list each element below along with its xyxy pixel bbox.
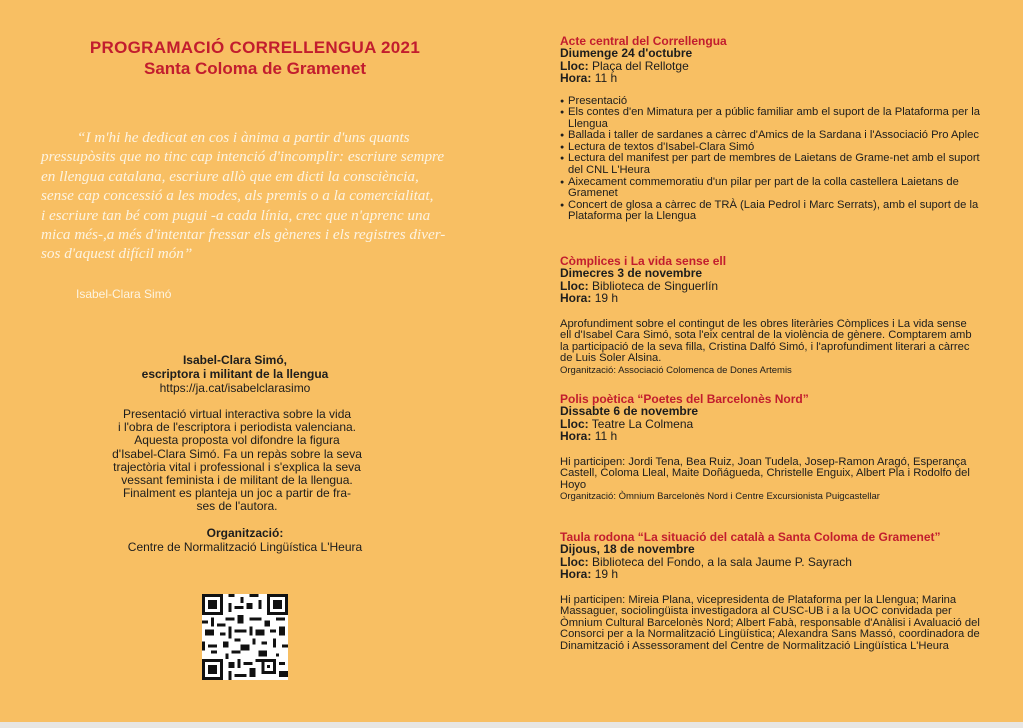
event-time: Hora: 19 h xyxy=(560,567,619,581)
event-polis-poetica xyxy=(560,393,980,502)
presentation-text xyxy=(62,408,412,514)
bio-link[interactable]: https://ja.cat/isabelclarasimo xyxy=(159,381,311,395)
event-organization: Organització: Òmnium Barcelonès Nord i Centre Excursionista Puigcastellar xyxy=(560,491,880,503)
event-date: Diumenge 24 d'octubre xyxy=(560,46,693,60)
organization-label: Organització: xyxy=(206,526,284,540)
event-place: Lloc: Biblioteca del Fondo, a la sala Jaume P. Sayrach xyxy=(560,554,852,569)
list-item: ● Presentació xyxy=(560,96,980,108)
program-subtitle: Santa Coloma de Gramenet xyxy=(143,59,366,78)
presentation-line: d'Isabel-Clara Simó. Fa un repàs sobre la seva xyxy=(112,446,362,461)
quote-line: i escriure tan bé com pugui -a cada línia, crec que n'aprenc una xyxy=(41,206,431,224)
event-place: Lloc: Biblioteca de Singuerlín xyxy=(560,278,719,293)
event-taula-rodona xyxy=(560,531,980,652)
list-item: ● Aixecament commemoratiu d'un pilar per part de la colla castellera Laietans de Gramenet xyxy=(560,177,980,200)
event-activity-list xyxy=(560,96,980,224)
qr-code-icon[interactable] xyxy=(202,594,288,680)
event-date: Dimecres 3 de novembre xyxy=(560,266,703,280)
quote-line: sos d'aquest difícil món” xyxy=(41,245,193,263)
quote-author: Isabel-Clara Simó xyxy=(76,287,172,301)
event-title: Polis poètica “Poetes del Barcelonès Nord” xyxy=(560,392,809,406)
presentation-line: Aquesta proposta vol difondre la figura xyxy=(134,433,340,448)
event-description: Hi participen: Mireia Plana, vicepresidenta de Plataforma per la Llengua; Marina Massaguer, sociolingüista investigadora al CUSC-UB i a la UOC convidada per Òmnium Cultural Barcelonès Nord; Albert Fabà, responsable d'Anàlisi i Avaluació del Consorci per a la Normalització Lingüística; Alexandra Sans Massó, coordinadora de Dinamització i Assessorament del Centre de Normalització Lingüística L'Heura xyxy=(560,593,980,652)
list-item: ● Ballada i taller de sardanes a càrrec d'Amics de la Sardana i l'Associació Pro Aplec xyxy=(560,130,980,142)
list-item: ● Els contes d'en Mimatura per a públic familiar amb el suport de la Plataforma per la Llengua xyxy=(560,107,980,130)
list-item: ● Concert de glosa a càrrec de TRÀ (Laia Pedrol i Marc Serrats), amb el suport de la Plataforma per la Llengua xyxy=(560,200,980,223)
quote-line: “I m'hi he dedicat en cos i ànima a partir d'uns quants xyxy=(77,129,410,146)
event-description: Hi participen: Jordi Tena, Bea Ruiz, Joan Tudela, Josep-Ramon Aragó, Esperança Castell, Coloma Lleal, Maite Doñágueda, Christelle Enguix, Albert Pla i Rodolfo del Hoyo xyxy=(560,455,970,491)
list-item: ● Lectura del manifest per part de membres de Laietans de Grame-net amb el suport del CNL L'Heura xyxy=(560,153,980,176)
event-date: Dijous, 18 de novembre xyxy=(560,542,695,556)
presentation-line: ses de l'autora. xyxy=(196,499,278,514)
presentation-line: trajectòria vital i professional i s'explica la seva xyxy=(113,459,361,474)
bio-role: escriptora i militant de la llengua xyxy=(141,367,329,381)
event-place: Lloc: Teatre La Colmena xyxy=(560,416,694,431)
presentation-line: Presentació virtual interactiva sobre la vida xyxy=(122,407,352,421)
event-date: Dissabte 6 de novembre xyxy=(560,404,699,418)
presentation-line: vessant feminista i de militant de la llengua. xyxy=(121,473,353,488)
quote-line: mica més-,a més d'intentar fressar els gèneres i els registres diver- xyxy=(41,226,446,244)
event-time: Hora: 19 h xyxy=(560,291,619,305)
presentation-line: Finalment es planteja un joc a partir de fra- xyxy=(122,486,352,501)
list-item: ● Lectura de textos d'Isabel-Clara Simó xyxy=(560,142,980,154)
organization-value: Centre de Normalització Lingüística L'Heura xyxy=(127,539,363,554)
quote-line: en llengua catalana, escriure allò que em dicti la consciència, xyxy=(41,167,419,185)
author-quote xyxy=(41,128,481,264)
event-description: Aprofundiment sobre el contingut de les obres literàries Còmplices i La vida sense ell d'Isabel Cara Simó, sota l'eix central de la violència de gènere. Comptarem amb la participació de la seva filla, Cristina Dalfó Simó, i l'aprofundiment literari a càrrec de Luis Soler Alsina. xyxy=(560,317,972,365)
event-title: Còmplices i La vida sense ell xyxy=(560,254,727,268)
quote-line: sense cap concessió a les modes, als premis o a la comercialitat, xyxy=(41,187,434,205)
event-place: Lloc: Plaça del Rellotge xyxy=(560,58,689,73)
event-central xyxy=(560,35,980,223)
event-complices xyxy=(560,255,980,376)
quote-line: pressupòsits que no tinc cap intenció d'incomplir: escriure sempre xyxy=(41,148,445,166)
program-title: PROGRAMACIÓ CORRELLENGUA 2021 xyxy=(89,38,421,57)
event-time: Hora: 11 h xyxy=(560,71,618,85)
event-organization: Organització: Associació Colomenca de Dones Artemis xyxy=(560,364,792,376)
event-title: Acte central del Correllengua xyxy=(560,34,727,48)
organization-block xyxy=(0,527,490,554)
presentation-line: i l'obra de l'escriptora i periodista valenciana. xyxy=(117,420,357,435)
bio-name: Isabel-Clara Simó, xyxy=(182,353,288,367)
left-column xyxy=(0,0,510,722)
event-title: Taula rodona “La situació del català a Santa Coloma de Gramenet” xyxy=(560,530,941,544)
event-time: Hora: 11 h xyxy=(560,429,618,443)
